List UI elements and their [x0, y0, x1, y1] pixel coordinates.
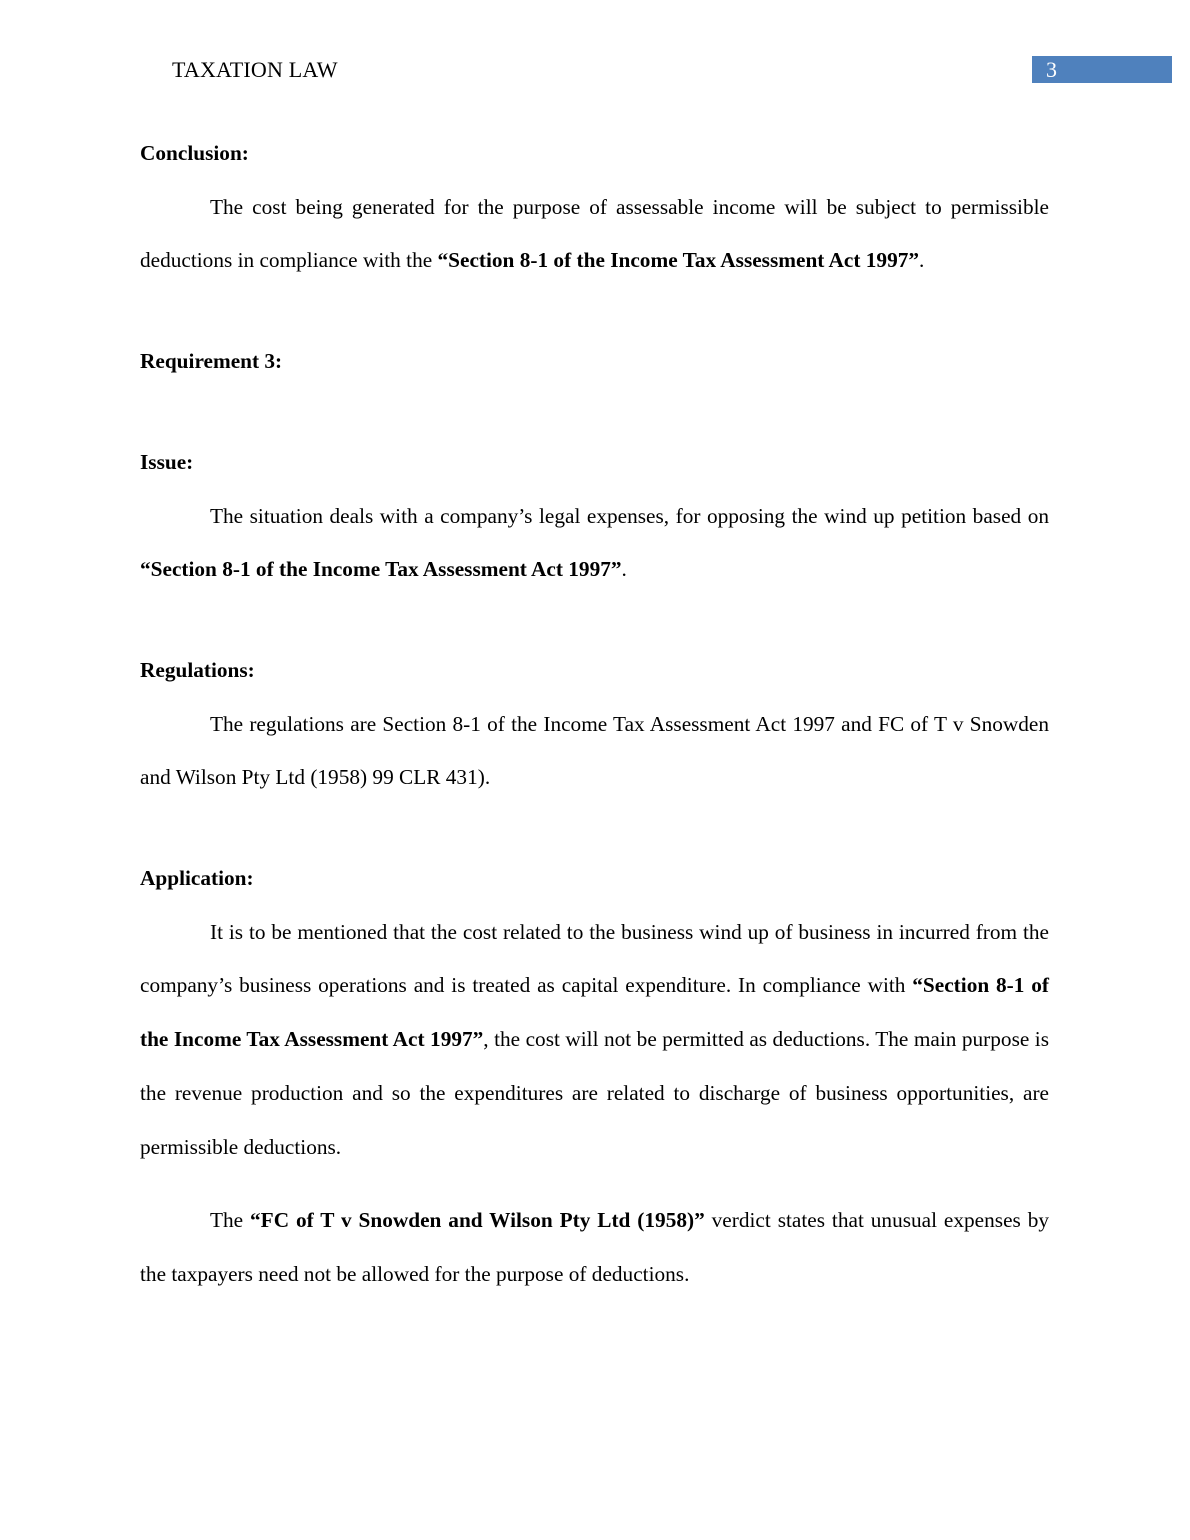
issue-citation: “Section 8-1 of the Income Tax Assessment Act 1997”: [140, 557, 622, 582]
issue-text: The situation deals with a company’s legal expenses, for opposing the wind up petition based on: [210, 503, 1049, 528]
conclusion-end: .: [919, 248, 925, 273]
issue-paragraph: [140, 490, 1049, 597]
issue-end: .: [621, 557, 627, 582]
conclusion-heading: Conclusion:: [140, 141, 249, 165]
conclusion-text: The cost being generated for the purpose of assessable income will be subject to permissible deductions in compliance with the: [140, 194, 1049, 273]
page-number: 3: [1046, 57, 1057, 82]
application-paragraph-1: [140, 906, 1049, 1175]
issue-heading: Issue:: [140, 449, 194, 474]
running-header-title: TAXATION LAW: [172, 57, 338, 82]
requirement-heading: Requirement 3:: [140, 349, 283, 374]
page-number-badge: [1032, 56, 1172, 83]
application-text-start: It is to be mentioned that the cost related to the business wind up of business in incurred from the company’s business operations and is treated as capital expenditure. In compliance with: [140, 919, 1049, 998]
spacer: [140, 805, 1049, 852]
application-heading: Application:: [140, 866, 254, 891]
spacer: [140, 597, 1049, 644]
application-p2-case: “FC of T v Snowden and Wilson Pty Ltd (1958)”: [250, 1208, 705, 1233]
application-p2-end: verdict states that unusual expenses by the taxpayers need not be allowed for the purpose of deductions.: [140, 1208, 1050, 1286]
application-p2-start: The: [210, 1208, 251, 1233]
application-paragraph-2: [140, 1194, 1049, 1301]
spacer: [140, 1174, 1049, 1194]
regulations-paragraph: The regulations are Section 8-1 of the Income Tax Assessment Act 1997 and FC of T v Snowden and Wilson Pty Ltd (1958) 99 CLR 431).: [140, 711, 1049, 790]
regulations-heading: Regulations:: [140, 657, 255, 682]
conclusion-paragraph: [140, 181, 1049, 288]
spacer: [140, 288, 1049, 335]
conclusion-citation: “Section 8-1 of the Income Tax Assessment Act 1997”: [437, 248, 920, 273]
application-citation: “Section 8-1 of the Income Tax Assessment Act 1997”: [140, 973, 1049, 1052]
application-text-end: , the cost will not be permitted as deductions. The main purpose is the revenue production and so the expenditures are related to discharge of business opportunities, are permissible deductions.: [140, 1027, 1049, 1159]
document-body: [140, 127, 1049, 1302]
spacer: [140, 389, 1049, 436]
